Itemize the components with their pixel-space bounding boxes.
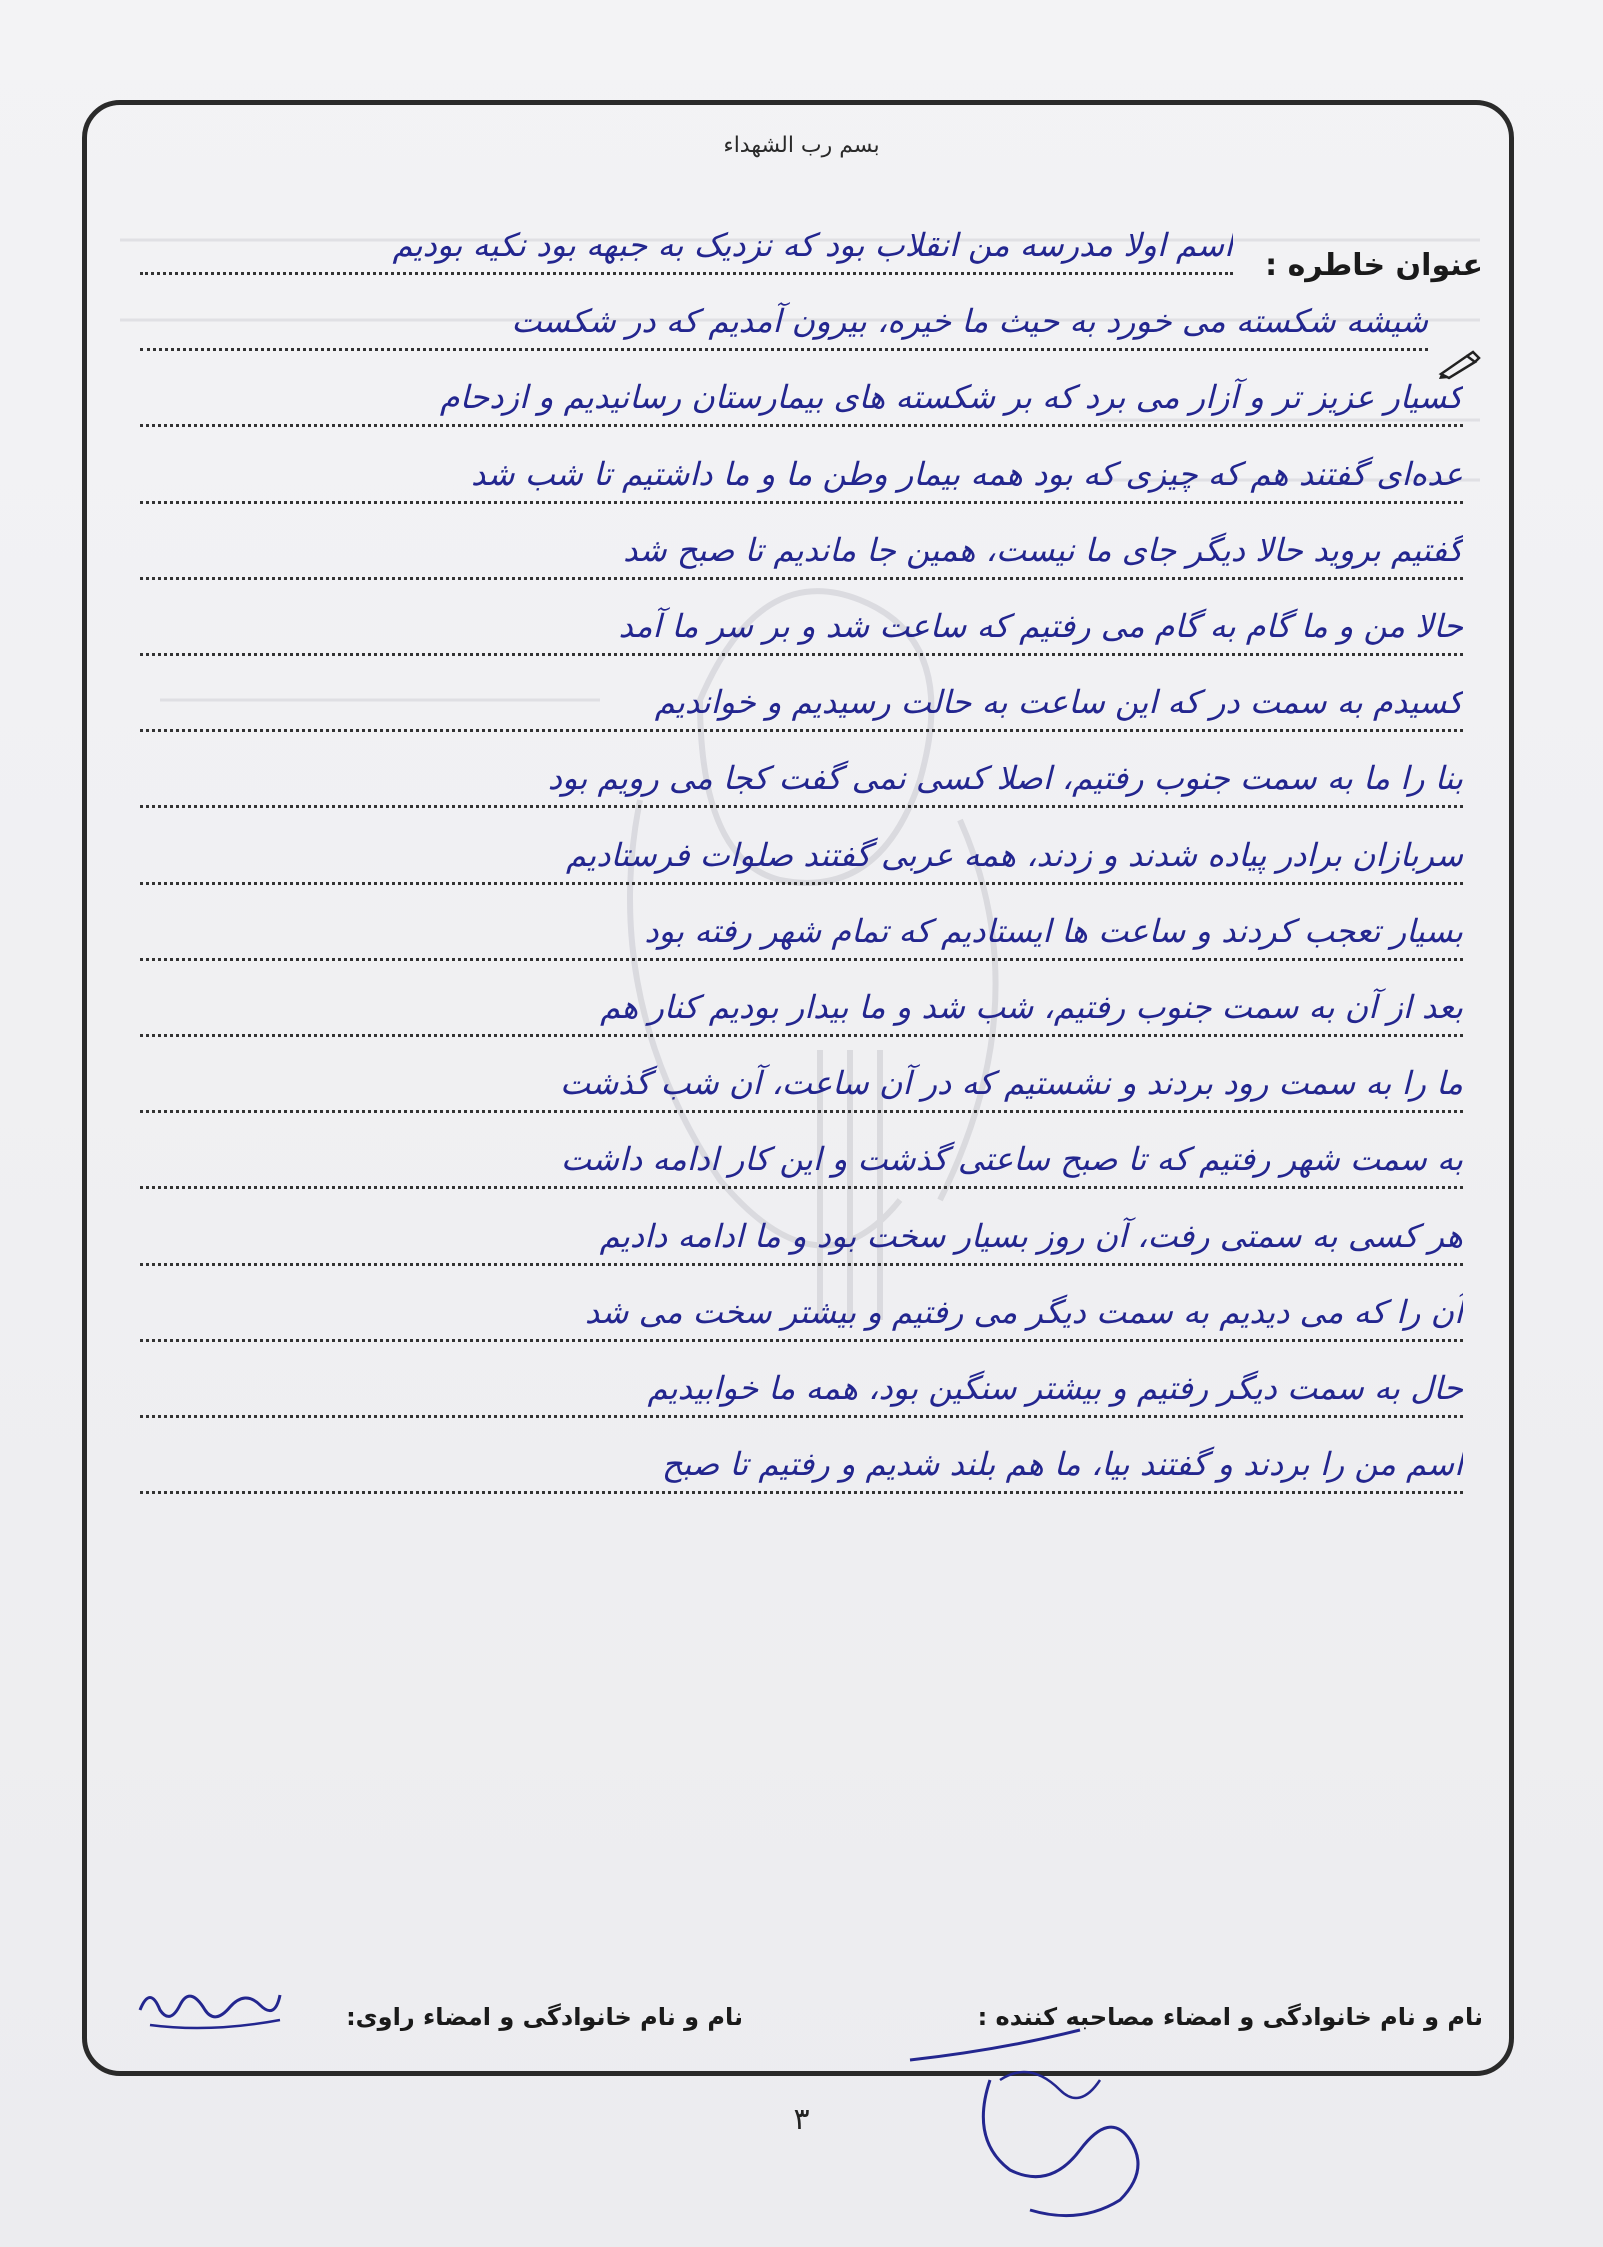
interviewer-name-signature-label: نام و نام خانوادگی و امضاء مصاحبه کننده : xyxy=(977,2003,1483,2031)
ruled-line xyxy=(140,1339,1463,1342)
memoir-line-text: بنا را ما به سمت جنوب رفتیم، اصلا کسی نمی گفت کجا می رویم بود xyxy=(547,759,1463,798)
narrator-signature xyxy=(130,1975,290,2035)
memoir-topic-label: عنوان خاطره : xyxy=(1265,248,1483,283)
ruled-line xyxy=(140,577,1463,580)
pen-icon xyxy=(1437,350,1483,380)
ruled-line xyxy=(140,653,1463,656)
page-number: ۳ xyxy=(793,2102,810,2137)
ruled-line xyxy=(140,348,1428,351)
ruled-line xyxy=(140,501,1463,504)
memoir-line-text: کسیار عزیز تر و آزار می برد که بر شکسته های بیمارستان رسانیدیم و ازدحام xyxy=(439,378,1463,417)
memoir-line-text: به سمت شهر رفتیم که تا صبح ساعتی گذشت و این کار ادامه داشت xyxy=(560,1140,1463,1179)
memoir-line-text: کسیدم به سمت در که این ساعت به حالت رسیدیم و خواندیم xyxy=(654,683,1463,722)
memoir-line-text: شیشه شکسته می خورد به حیث ما خیره، بیرون آمدیم که در شکست xyxy=(511,302,1428,341)
memoir-line-text: آن را که می دیدیم به سمت دیگر می رفتیم و بیشتر سخت می شد xyxy=(584,1292,1463,1331)
ruled-line xyxy=(140,729,1463,732)
ruled-line xyxy=(140,1186,1463,1189)
ruled-line xyxy=(140,1110,1463,1113)
memoir-line-text: بعد از آن به سمت جنوب رفتیم، شب شد و ما بیدار بودیم کنار هم xyxy=(600,988,1463,1026)
ruled-line xyxy=(140,272,1233,275)
memoir-line-text: سربازان برادر پیاده شدند و زدند، همه عربی گفتند صلوات فرستادیم xyxy=(566,835,1463,874)
narrator-name-signature-label: نام و نام خانوادگی و امضاء راوی: xyxy=(346,2003,743,2031)
memoir-line-text: حال به سمت دیگر رفتیم و بیشتر سنگین بود، همه ما خوابیدیم xyxy=(647,1369,1463,1407)
ruled-line xyxy=(140,1263,1463,1266)
ruled-line xyxy=(140,882,1463,885)
memoir-line-text: اسم من را بردند و گفتند بیا، ما هم بلند شدیم و رفتیم تا صبح xyxy=(661,1445,1463,1484)
memoir-line-text: عده‌ای گفتند هم که چیزی که بود همه بیمار وطن ما و ما داشتیم تا شب شد xyxy=(470,454,1463,493)
memoir-line-text: هر کسی به سمتی رفت، آن روز بسیار سخت بود و ما ادامه دادیم xyxy=(599,1216,1463,1255)
ruled-line xyxy=(140,1415,1463,1418)
ruled-line xyxy=(140,424,1463,427)
memoir-line-text: بسیار تعجب کردند و ساعت ها ایستادیم که تمام شهر رفته بود xyxy=(644,911,1463,950)
ruled-line xyxy=(140,805,1463,808)
page-header-title: بسم رب الشهداء xyxy=(723,133,880,158)
ruled-line xyxy=(140,958,1463,961)
memoir-line-text: ما را به سمت رود بردند و نشستیم که در آن ساعت، آن شب گذشت xyxy=(560,1064,1463,1103)
memoir-line-text: اسم اولا مدرسه من انقلاب بود که نزدیک به جبهه بود نکیه بودیم xyxy=(392,226,1233,264)
memoir-line-text: حالا من و ما گام به گام می رفتیم که ساعت شد و بر سر ما آمد xyxy=(618,607,1463,645)
ruled-line xyxy=(140,1034,1463,1037)
memoir-line-text: گفتیم بروید حالا دیگر جای ما نیست، همین جا ماندیم تا صبح شد xyxy=(623,530,1463,569)
ruled-line xyxy=(140,1491,1463,1494)
